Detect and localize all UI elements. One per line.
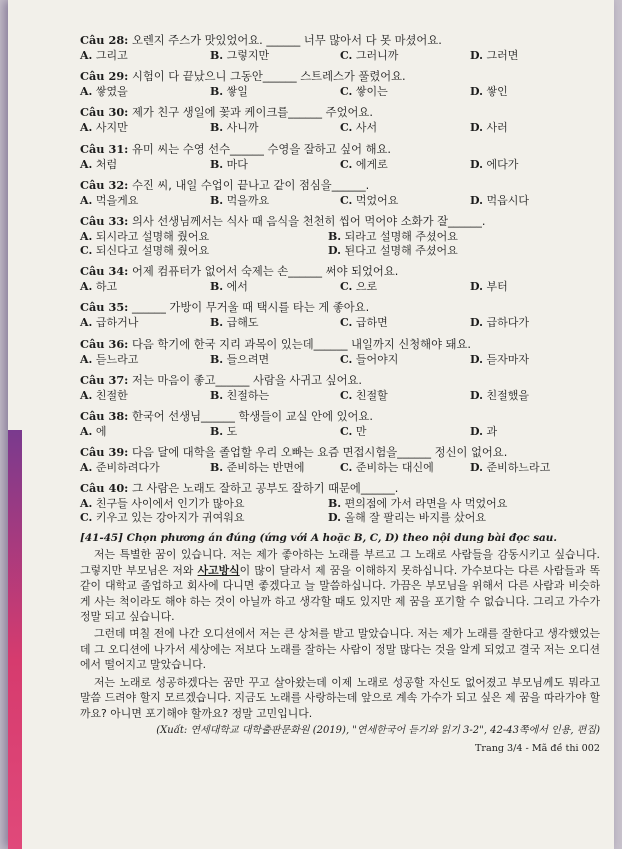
option-text: 친절했을	[486, 388, 529, 402]
answer-option	[210, 353, 340, 367]
answer-option	[80, 85, 210, 99]
answer-option	[80, 316, 210, 330]
option-text: 에다가	[486, 157, 519, 171]
answer-option	[340, 353, 470, 367]
option-text: 들어야지	[355, 352, 399, 366]
answer-option	[210, 425, 340, 439]
question-stem	[80, 373, 600, 388]
answer-option	[210, 316, 340, 330]
option-text: 급해도	[226, 316, 259, 330]
answer-option	[80, 497, 328, 511]
option-text: 쌓이는	[355, 85, 388, 99]
answer-option	[80, 425, 210, 439]
answer-option	[80, 389, 210, 403]
question-text: 어제 컴퓨터가 없어서 숙제는 손______ 써야 되었어요.	[131, 265, 399, 279]
answer-option	[340, 194, 470, 208]
option-letter: B.	[210, 193, 224, 207]
question-number: Câu 33:	[80, 213, 129, 228]
answer-option	[470, 389, 600, 403]
option-text: 사러	[486, 121, 508, 135]
option-letter: A.	[80, 229, 93, 243]
option-letter: A.	[80, 352, 93, 366]
option-text: 급하면	[355, 316, 388, 330]
option-letter: C.	[340, 424, 353, 438]
answer-option	[80, 353, 210, 367]
option-text: 듣느라고	[95, 352, 139, 366]
option-letter: C.	[80, 243, 93, 257]
option-letter: B.	[210, 316, 224, 330]
option-letter: A.	[80, 388, 93, 402]
option-text: 올해 잘 팔리는 바지를 샀어요	[344, 511, 486, 525]
option-text: 먹었어요	[355, 193, 399, 207]
option-letter: A.	[80, 461, 93, 475]
answer-options	[80, 316, 600, 330]
option-letter: D.	[470, 49, 483, 62]
option-letter: D.	[470, 85, 483, 99]
answer-options	[80, 230, 600, 258]
option-letter: C.	[340, 388, 353, 402]
option-letter: D.	[470, 280, 483, 294]
answer-option	[470, 121, 600, 135]
answer-options	[80, 194, 600, 208]
answer-option	[470, 353, 600, 367]
answer-option	[340, 85, 470, 99]
answer-option	[80, 121, 210, 135]
question-item	[80, 69, 600, 99]
option-text: 과	[486, 424, 498, 438]
option-letter: A.	[80, 424, 93, 438]
answer-option	[340, 121, 470, 135]
option-letter: A.	[80, 121, 93, 135]
option-text: 되신다고 설명해 줬어요	[95, 243, 210, 257]
question-number: Câu 32:	[80, 177, 129, 192]
question-item	[80, 337, 600, 367]
question-stem	[80, 300, 600, 315]
answer-option	[80, 194, 210, 208]
option-letter: C.	[340, 49, 353, 62]
question-number: Câu 34:	[80, 264, 129, 279]
question-text: 수진 씨, 내일 수업이 끝나고 같이 점심을______.	[131, 178, 370, 192]
colored-background-edge	[8, 430, 22, 849]
question-item	[80, 481, 600, 525]
option-letter: B.	[210, 85, 224, 99]
option-text: 사지만	[95, 121, 128, 135]
option-text: 그러면	[486, 49, 519, 62]
question-item	[80, 105, 600, 135]
question-item	[80, 300, 600, 330]
option-letter: B.	[210, 424, 224, 438]
option-text: 부터	[486, 280, 508, 294]
answer-option	[470, 280, 600, 294]
underlined-word: 사고방식	[197, 563, 240, 577]
option-letter: C.	[340, 352, 353, 366]
option-letter: D.	[328, 511, 341, 525]
question-number: Câu 36:	[80, 336, 129, 351]
question-stem	[80, 69, 600, 84]
option-text: 사서	[355, 121, 378, 135]
answer-option	[210, 389, 340, 403]
page-content	[80, 33, 600, 754]
option-text: 된다고 설명해 주셨어요	[344, 243, 458, 257]
option-letter: C.	[340, 85, 353, 99]
question-text: 다음 달에 대학을 졸업할 우리 오빠는 요즘 면접시험을______ 정신이 없어요.	[131, 446, 508, 460]
answer-options	[80, 85, 600, 99]
option-text: 에	[95, 424, 107, 438]
answer-options	[80, 389, 600, 403]
question-number: Câu 28:	[80, 33, 129, 47]
option-text: 편의점에 가서 라면을 사 먹었어요	[344, 497, 508, 511]
option-text: 준비하는 반면에	[226, 461, 305, 475]
option-text: 쌓였을	[95, 85, 128, 99]
option-letter: C.	[340, 121, 353, 135]
answer-option	[340, 316, 470, 330]
passage-paragraph-2: 그런데 며칠 전에 나간 오디션에서 저는 큰 상처를 받고 말았습니다. 저는 제가 노래를 잘한다고 생각했었는데 그 오디션에 나가서 세상에는 저보다 노래를 잘하는 사람이 정말 많다는 것을 알게 되었고 결국 저는 오디션에서 떨어지고 말았습니다.	[80, 627, 600, 672]
option-text: 친절하는	[226, 388, 270, 402]
option-text: 사니까	[226, 121, 259, 135]
question-number: Câu 29:	[80, 69, 129, 84]
question-item	[80, 264, 600, 294]
option-text: 준비하느라고	[486, 461, 551, 475]
question-stem	[80, 481, 600, 496]
question-text: 한국어 선생님______ 학생들이 교실 안에 있어요.	[131, 409, 373, 423]
question-stem	[80, 105, 600, 120]
option-letter: D.	[470, 157, 483, 171]
option-text: 키우고 있는 강아지가 귀여워요	[95, 511, 245, 525]
answer-options	[80, 121, 600, 135]
answer-option	[340, 49, 470, 63]
question-text: 유미 씨는 수영 선수______ 수영을 잘하고 싶어 해요.	[131, 142, 392, 156]
answer-option	[328, 511, 578, 525]
question-number: Câu 39:	[80, 445, 129, 460]
question-number: Câu 31:	[80, 141, 129, 156]
answer-option	[328, 230, 578, 244]
answer-option	[470, 158, 600, 172]
option-letter: B.	[210, 388, 224, 402]
answer-option	[210, 461, 340, 475]
option-text: 되시라고 설명해 줬어요	[95, 229, 210, 243]
option-letter: B.	[210, 49, 224, 62]
option-text: 친절한	[95, 388, 128, 402]
question-number: Câu 38:	[80, 408, 129, 423]
answer-option	[210, 194, 340, 208]
answer-option	[328, 497, 578, 511]
question-stem	[80, 178, 600, 193]
option-letter: A.	[80, 280, 93, 294]
option-letter: A.	[80, 316, 93, 330]
answer-option	[210, 49, 340, 63]
question-text: 다음 학기에 한국 지리 과목이 있는데______ 내일까지 신청해야 돼요.	[131, 337, 471, 351]
exam-page	[8, 0, 614, 849]
reading-passage	[80, 547, 600, 720]
option-letter: C.	[340, 193, 353, 207]
answer-options	[80, 49, 600, 63]
answer-option	[80, 461, 210, 475]
source-citation: (Xuất: 연세대학교 대학출판문화원 (2019), "연세한국어 듣기와 읽기 3-2", 42-43쪽에서 인용, 편집)	[156, 724, 600, 736]
option-text: 그리고	[95, 49, 128, 62]
answer-option	[80, 511, 328, 525]
question-text: 오렌지 주스가 맛있었어요. ______ 너무 많아서 다 못 마셨어요.	[131, 34, 442, 47]
option-letter: A.	[80, 85, 93, 99]
answer-option	[470, 316, 600, 330]
option-letter: B.	[328, 497, 342, 511]
option-text: 친절할	[355, 388, 388, 402]
option-letter: B.	[210, 121, 224, 135]
option-text: 먹읍시다	[486, 193, 529, 207]
reading-instruction: [41-45] Chọn phương án đúng (ứng với A hoặc B, C, D) theo nội dung bài đọc sau.	[80, 532, 557, 545]
question-number: Câu 37:	[80, 372, 129, 387]
question-text: 저는 마음이 좋고______ 사람을 사귀고 싶어요.	[131, 373, 362, 387]
option-text: 들으려면	[226, 352, 270, 366]
option-text: 친구들 사이에서 인기가 많아요	[95, 497, 245, 511]
question-item	[80, 142, 600, 172]
option-letter: D.	[470, 461, 483, 475]
option-letter: B.	[210, 461, 224, 475]
option-letter: C.	[340, 461, 353, 475]
answer-option	[470, 85, 600, 99]
option-letter: D.	[470, 121, 483, 135]
option-letter: A.	[80, 497, 93, 511]
option-text: 도	[226, 424, 238, 438]
question-number: Câu 35:	[80, 300, 129, 315]
question-stem	[80, 142, 600, 157]
option-text: 준비하는 대신에	[355, 461, 434, 475]
question-text: 의사 선생님께서는 식사 때 음식을 천천히 씹어 먹어야 소화가 잘______.	[131, 214, 486, 228]
answer-option	[210, 121, 340, 135]
answer-option	[80, 280, 210, 294]
passage-paragraph-3: 저는 노래로 성공하겠다는 꿈만 꾸고 살아왔는데 이제 노래로 성공할 자신도 없어졌고 부모님께도 뭐라고 말씀 드려야 할지 모르겠습니다. 지금도 노래를 사랑하는데 앞으로 계속 가수가 되고 싶은 제 꿈을 따라가야 할까요? 아니면 포기해야 할까요? 정말 고민입니다.	[80, 675, 600, 720]
option-letter: C.	[340, 157, 353, 171]
option-text: 에게로	[355, 157, 388, 171]
answer-options	[80, 497, 600, 525]
passage-text: 이 많이 달라서 제 꿈을 이해하지 못하십니다. 가수보다는 다른 사람들과 똑같이 대학교 졸업하고 회사에 다니면 좋겠다고 늘 말씀하십니다. 가끔은 부모님을 위해서 다른 사람과 비슷하게 사는 척이라도 해야 하는 것이 아닐까 하고 생각할 때도 있지만 제 꿈을 포기할 수 없습니다. 그리고 가수가 정말 되고 싶습니다.	[80, 563, 600, 624]
question-number: Câu 40:	[80, 481, 129, 496]
question-stem	[80, 33, 600, 48]
question-text: 제가 친구 생일에 꽃과 케이크를______ 주었어요.	[131, 106, 373, 120]
option-letter: A.	[80, 49, 93, 62]
answer-option	[80, 158, 210, 172]
question-text: 시험이 다 끝났으니 그동안______ 스트레스가 풀렸어요.	[131, 70, 406, 84]
option-text: 준비하려다가	[95, 461, 160, 475]
option-text: 그렇지만	[226, 49, 270, 62]
option-text: 듣자마자	[486, 352, 529, 366]
question-number: Câu 30:	[80, 105, 129, 120]
answer-option	[340, 158, 470, 172]
answer-option	[210, 158, 340, 172]
question-item	[80, 373, 600, 403]
answer-option	[340, 425, 470, 439]
passage-text: 저는 특별한 꿈이 있습니다. 저는 제가 좋아하는 노래를 부르고 그 노래로 사람들을 감동시키고 싶습니다. 그렇지만 부모님은 저와	[80, 548, 600, 577]
page-footer: Trang 3/4 - Mã đề thi 002	[474, 742, 600, 754]
option-text: 쌓일	[226, 85, 248, 99]
option-letter: D.	[470, 316, 483, 330]
answer-options	[80, 353, 600, 367]
option-text: 으로	[355, 280, 378, 294]
answer-option	[470, 194, 600, 208]
passage-paragraph-1	[80, 547, 600, 624]
answer-option	[80, 49, 210, 63]
option-letter: D.	[470, 388, 483, 402]
question-text: 그 사람은 노래도 잘하고 공부도 잘하기 때문에______.	[131, 482, 399, 496]
option-letter: C.	[340, 316, 353, 330]
answer-option	[210, 85, 340, 99]
option-text: 마다	[226, 157, 248, 171]
option-letter: C.	[80, 511, 93, 525]
option-text: 되라고 설명해 주셨어요	[344, 229, 458, 243]
answer-options	[80, 280, 600, 294]
option-letter: D.	[328, 243, 341, 257]
question-stem	[80, 337, 600, 352]
answer-option	[340, 280, 470, 294]
question-stem	[80, 264, 600, 279]
answer-options	[80, 158, 600, 172]
question-list	[80, 33, 600, 525]
question-item	[80, 33, 600, 63]
question-stem	[80, 214, 600, 229]
option-text: 만	[355, 424, 367, 438]
question-text: ______ 가방이 무거울 때 택시를 타는 게 좋아요.	[131, 301, 370, 315]
option-letter: D.	[470, 424, 483, 438]
option-letter: D.	[470, 193, 483, 207]
option-text: 쌓인	[486, 85, 508, 99]
answer-option	[470, 425, 600, 439]
answer-option	[340, 461, 470, 475]
option-letter: B.	[328, 229, 342, 243]
option-letter: C.	[340, 280, 353, 294]
answer-option	[80, 244, 328, 258]
option-text: 급하다가	[486, 316, 529, 330]
answer-option	[80, 230, 328, 244]
question-stem	[80, 409, 600, 424]
answer-option	[328, 244, 578, 258]
option-text: 급하거나	[95, 316, 139, 330]
option-text: 에서	[226, 280, 248, 294]
question-item	[80, 445, 600, 475]
option-letter: B.	[210, 280, 224, 294]
option-text: 처럼	[95, 157, 118, 171]
option-letter: D.	[470, 352, 483, 366]
answer-option	[340, 389, 470, 403]
option-text: 하고	[95, 280, 118, 294]
answer-option	[210, 280, 340, 294]
answer-option	[470, 49, 600, 63]
option-letter: B.	[210, 157, 224, 171]
option-text: 먹을까요	[226, 193, 270, 207]
answer-options	[80, 461, 600, 475]
question-item	[80, 178, 600, 208]
option-letter: A.	[80, 193, 93, 207]
answer-option	[470, 461, 600, 475]
option-letter: A.	[80, 157, 93, 171]
option-text: 그러니까	[355, 49, 399, 62]
question-item	[80, 214, 600, 258]
question-item	[80, 409, 600, 439]
option-text: 먹을게요	[95, 193, 139, 207]
question-stem	[80, 445, 600, 460]
answer-options	[80, 425, 600, 439]
option-letter: B.	[210, 352, 224, 366]
